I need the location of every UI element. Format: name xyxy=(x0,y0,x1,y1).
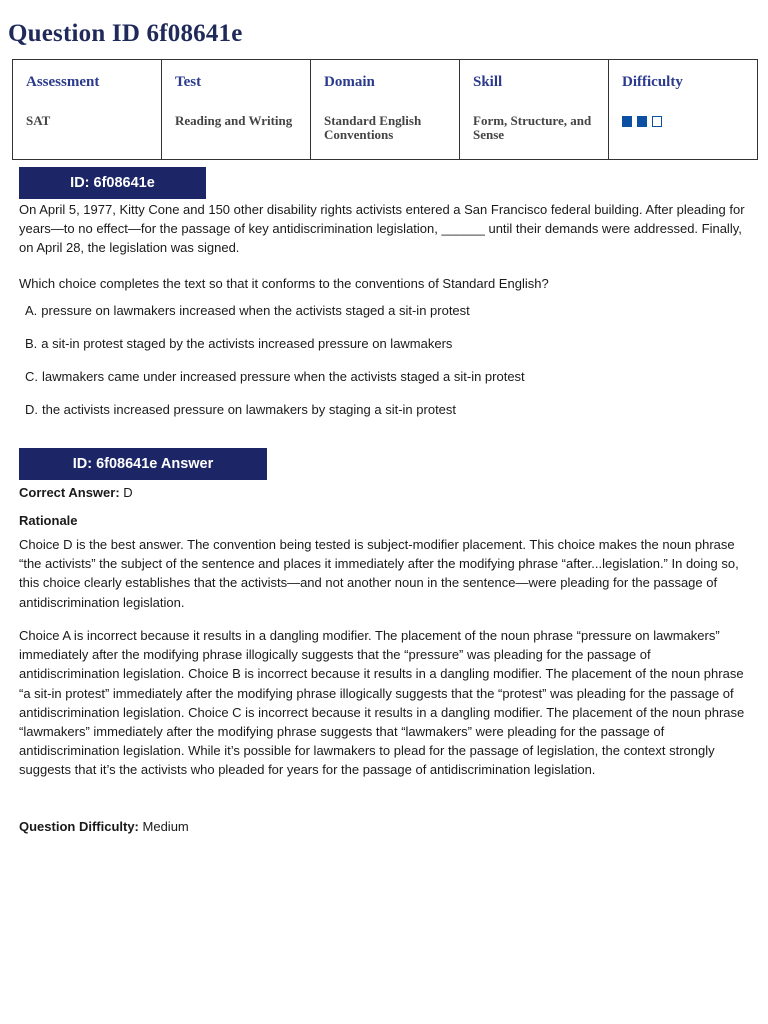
answer-id-banner: ID: 6f08641e Answer xyxy=(19,448,267,480)
choice-b-text: a sit-in protest staged by the activists increased pressure on lawmakers xyxy=(41,336,453,351)
choice-b[interactable] xyxy=(25,336,452,351)
meta-header-domain: Domain xyxy=(324,74,375,90)
difficulty-square-filled xyxy=(622,116,632,127)
question-difficulty xyxy=(19,817,745,836)
rationale-heading: Rationale xyxy=(19,513,78,528)
meta-value-assessment: SAT xyxy=(26,113,51,128)
correct-answer xyxy=(19,483,745,502)
question-passage: On April 5, 1977, Kitty Cone and 150 other disability rights activists entered a San Francisco federal building. After pleading for years—to no effect—for the passage of key antidiscrimination legislation, ______ until their demands were addressed. Finally, on April 28, the legislation was signed. xyxy=(19,202,745,256)
meta-value-domain: Standard English Conventions xyxy=(324,113,422,142)
meta-header-test: Test xyxy=(175,74,202,90)
choice-c[interactable] xyxy=(25,369,525,384)
question-difficulty-label: Question Difficulty: xyxy=(19,819,139,834)
meta-cell-difficulty xyxy=(609,60,758,160)
meta-header-skill: Skill xyxy=(473,74,503,90)
meta-cell-test xyxy=(162,60,311,160)
choice-d-letter: D. xyxy=(25,402,38,417)
difficulty-level-icon xyxy=(622,116,744,127)
meta-cell-skill xyxy=(460,60,609,160)
question-difficulty-value: Medium xyxy=(142,819,189,834)
choice-a[interactable] xyxy=(25,303,470,318)
correct-answer-value: D xyxy=(123,485,133,500)
rationale-paragraph-1: Choice D is the best answer. The convention being tested is subject-modifier placement. This choice makes the noun phrase “the activists” the subject of the sentence and places it immediately after the modifying phrase “after...legislation.” In doing so, this choice clearly establishes that the activists—and not another noun in the sentence—were pleading for the passage of antidiscrimination legislation. xyxy=(19,537,739,610)
choice-d[interactable] xyxy=(25,402,456,417)
meta-header-difficulty: Difficulty xyxy=(622,74,683,90)
difficulty-square-filled xyxy=(637,116,647,127)
choice-c-text: lawmakers came under increased pressure when the activists staged a sit-in protest xyxy=(42,369,525,384)
choice-c-letter: C. xyxy=(25,369,38,384)
rationale-paragraph-2: Choice A is incorrect because it results in a dangling modifier. The placement of the noun phrase “pressure on lawmakers” immediately after the modifying phrase illogically suggests that the “pressure” was pleading for the passage of antidiscrimination legislation. Choice B is incorrect because it results in a dangling modifier. The placement of the noun phrase “a sit-in protest” immediately after the modifying phrase illogically suggests that the “protest” was pleading for the passage of antidiscrimination legislation. Choice C is incorrect because it results in a dangling modifier. The placement of the noun phrase “lawmakers” immediately after the modifying phrase suggests that “lawmakers” were pleading for the passage of antidiscrimination legislation. While it’s possible for lawmakers to plead for the passage of legislation, the context strongly suggests that it’s the activists who pleaded for years for the passage of antidiscrimination legislation. xyxy=(19,628,745,778)
correct-answer-label: Correct Answer: xyxy=(19,485,120,500)
meta-value-skill: Form, Structure, and Sense xyxy=(473,113,592,142)
meta-header-assessment: Assessment xyxy=(26,74,100,90)
choice-b-letter: B. xyxy=(25,336,38,351)
meta-cell-assessment xyxy=(13,60,162,160)
meta-cell-domain xyxy=(311,60,460,160)
meta-value-test: Reading and Writing xyxy=(175,113,293,128)
choice-a-text: pressure on lawmakers increased when the activists staged a sit-in protest xyxy=(41,303,470,318)
page-title: Question ID 6f08641e xyxy=(8,20,243,47)
question-meta-table xyxy=(12,59,758,160)
question-id-banner: ID: 6f08641e xyxy=(19,167,206,199)
choice-d-text: the activists increased pressure on lawmakers by staging a sit-in protest xyxy=(42,402,457,417)
difficulty-square-empty xyxy=(652,116,662,127)
choice-a-letter: A. xyxy=(25,303,38,318)
question-prompt: Which choice completes the text so that it conforms to the conventions of Standard English? xyxy=(19,276,549,291)
